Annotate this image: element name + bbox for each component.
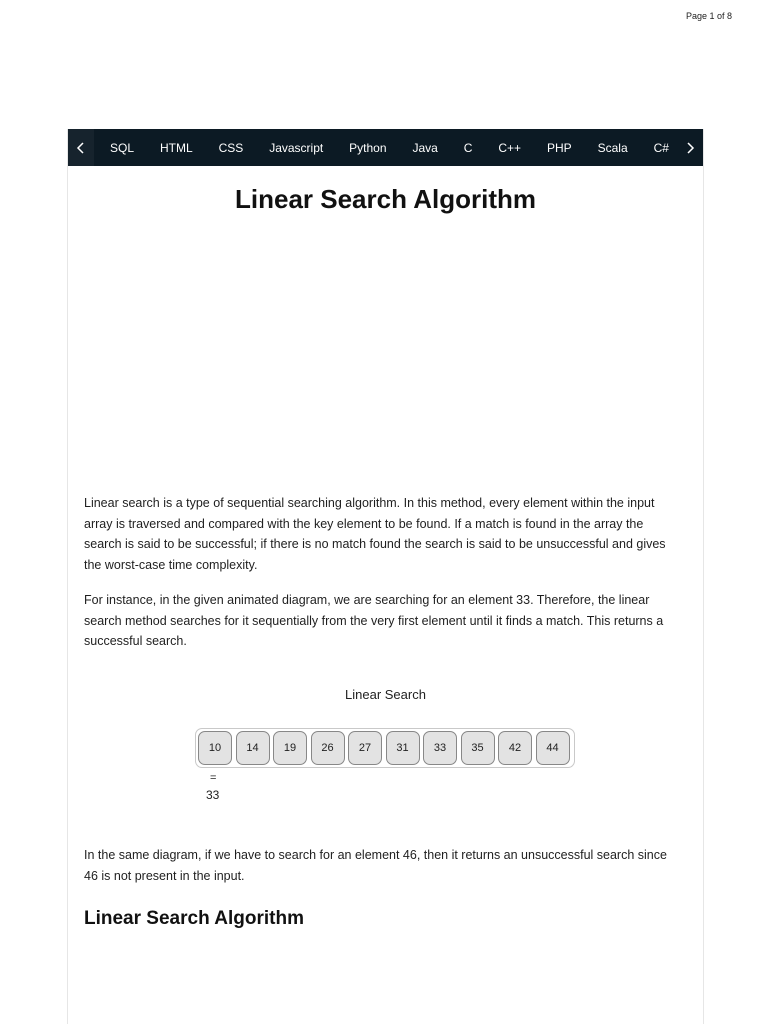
article-page [67,129,704,1024]
example-paragraph: For instance, in the given animated diagram, we are searching for an element 33. Therefore, the linear search method searches for it sequentially from the very first element until it finds a match. This returns a successful search. [84,593,664,648]
array-cell: 10 [198,731,232,765]
nav-link-javascript[interactable]: Javascript [269,140,324,155]
compare-symbol: = [210,772,217,784]
nav-link-python[interactable]: Python [349,140,387,155]
search-key: 33 [206,788,220,802]
array-container [195,728,575,768]
chevron-right-icon-svg [685,142,695,154]
section-heading: Linear Search Algorithm [84,908,304,929]
nav-link-scala[interactable]: Scala [597,140,628,155]
page-title: Linear Search Algorithm [235,184,536,214]
page-indicator: Page 1 of 8 [685,11,732,21]
nav-link-php[interactable]: PHP [546,140,572,155]
unsuccessful-paragraph: In the same diagram, if we have to search for an element 46, then it returns an unsuccessful search since 46 is not present in the input. [84,848,667,883]
nav-link-cplusplus[interactable]: C++ [498,140,522,155]
array-cell: 35 [461,731,495,765]
array-cell: 31 [386,731,420,765]
nav-link-java[interactable]: Java [412,140,438,155]
chevron-left-icon-svg [76,142,86,154]
chevron-right-icon[interactable] [677,129,703,166]
nav-link-c[interactable]: C [463,140,473,155]
nav-links [94,141,677,155]
array-cell: 27 [348,731,382,765]
nav-link-html[interactable]: HTML [159,140,193,155]
array-cell: 33 [423,731,457,765]
nav-link-csharp[interactable]: C# [653,140,669,155]
nav-link-css[interactable]: CSS [218,140,244,155]
array-cell: 42 [498,731,532,765]
topic-navbar [68,129,703,166]
array-cell: 26 [311,731,345,765]
chevron-left-icon[interactable] [68,129,94,166]
nav-link-sql[interactable]: SQL [110,140,135,155]
array-cell: 44 [536,731,570,765]
array-cell: 19 [273,731,307,765]
diagram-title: Linear Search [345,687,426,702]
array-cell: 14 [236,731,270,765]
intro-paragraph: Linear search is a type of sequential searching algorithm. In this method, every element within the input array is traversed and compared with the key element to be found. If a match is found in the array the search is said to be successful; if there is no match found the search is said to be unsuccessful and gives the worst-case time complexity. [84,496,666,572]
